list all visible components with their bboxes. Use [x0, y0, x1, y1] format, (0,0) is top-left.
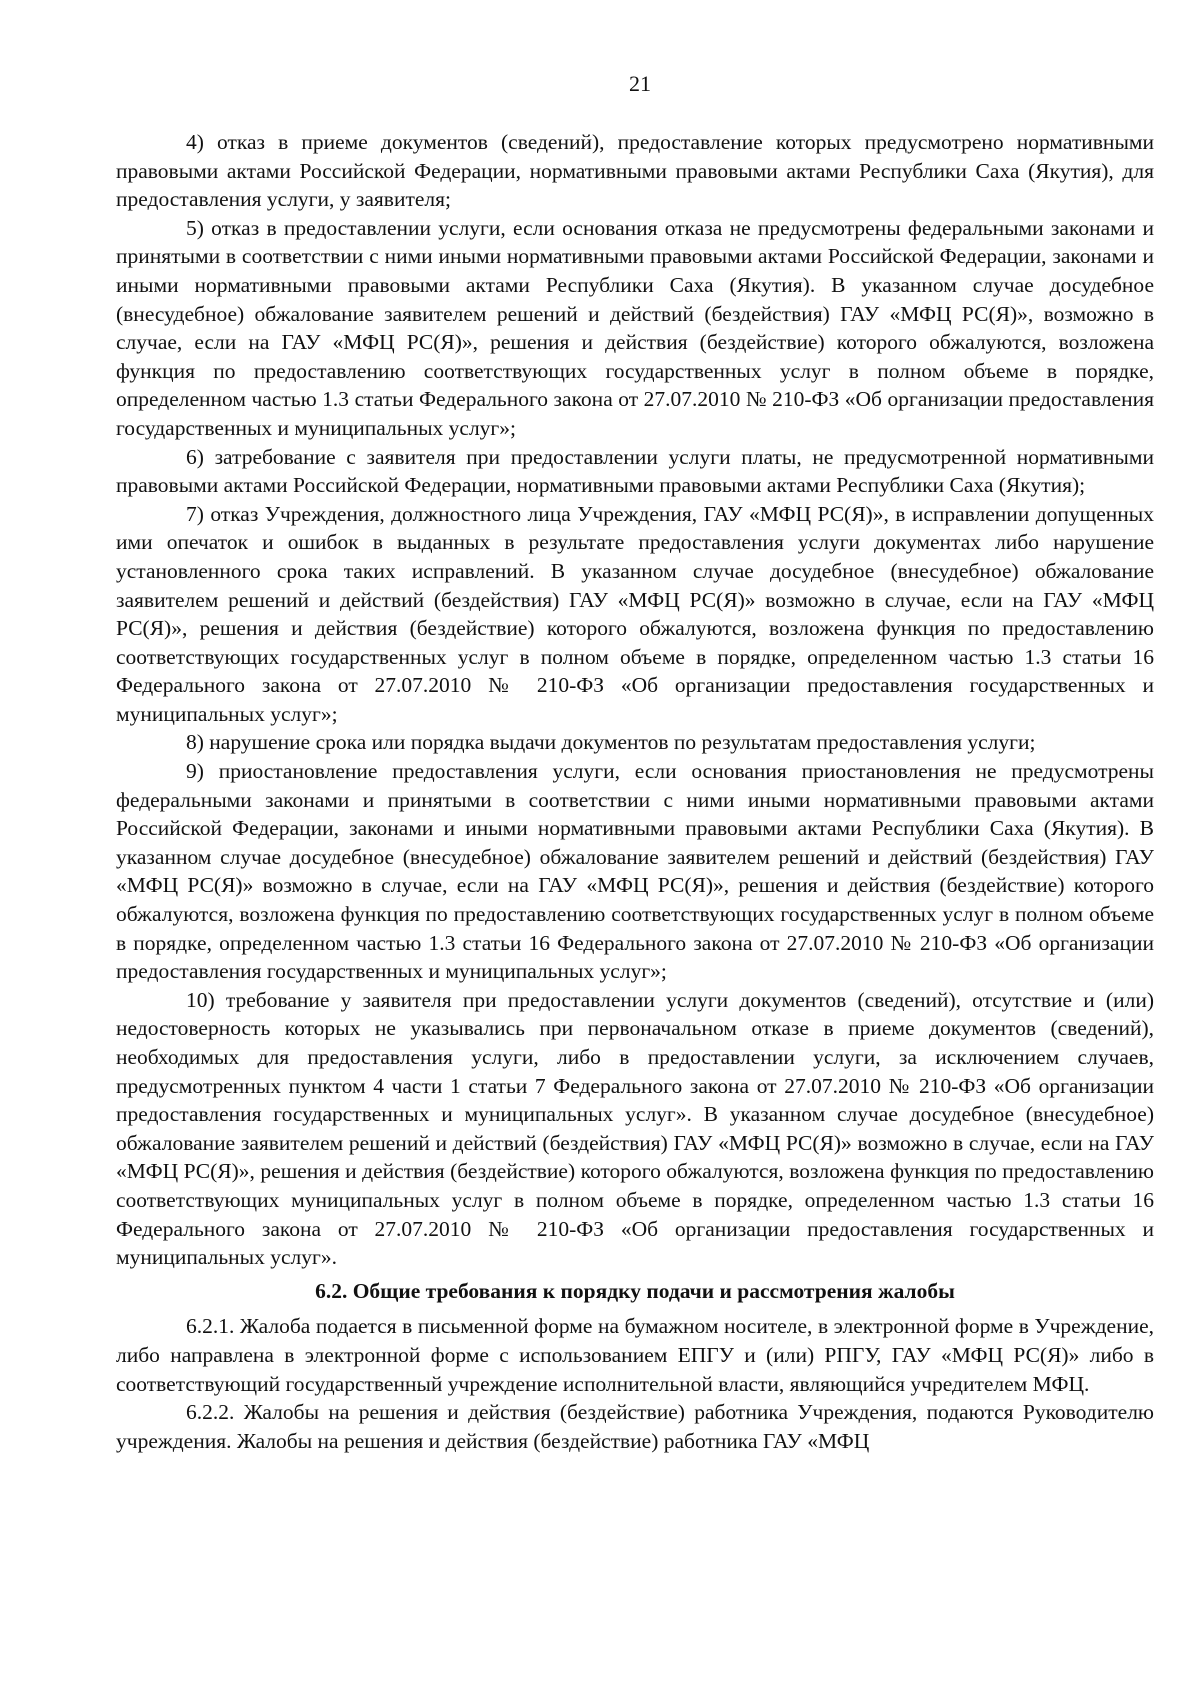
paragraph-6-2-2: 6.2.2. Жалобы на решения и действия (бездействие) работника Учреждения, подаются Руководителю учреждения. Жалобы на решения и действия (бездействие) работника ГАУ «МФЦ: [116, 1400, 1154, 1453]
paragraph-item-6: 6) затребование с заявителя при предоставлении услуги платы, не предусмотренной нормативными правовыми актами Российской Федерации, нормативными правовыми актами Республики Саха (Якутия);: [116, 444, 1154, 498]
paragraph-item-8: 8) нарушение срока или порядка выдачи документов по результатам предоставления услуги;: [186, 730, 1036, 755]
paragraph-item-9: 9) приостановление предоставления услуги, если основания приостановления не предусмотрены федеральными законами и принятыми в соответствии с ними иными нормативными правовыми актами Российской Федерации, законами и иными нормативными правовыми актами Республики Саха (Якутия). В указанном случае досудебное (внесудебное) обжалование заявителем решений и действий (бездействия) ГАУ «МФЦ РС(Я)» возможно в случае, если на ГАУ «МФЦ РС(Я)», решения и действия (бездействие) которого обжалуются, возложена функция по предоставлению соответствующих государственных услуг в полном объеме в порядке, определенном частью 1.3 статьи 16 Федерального закона от 27.07.2010 № 210-ФЗ «Об организации предоставления государственных и муниципальных услуг»;: [116, 759, 1154, 984]
paragraph-item-10: 10) требование у заявителя при предоставлении услуги документов (сведений), отсутствие и (или) недостоверность которых не указывались при первоначальном отказе в приеме документов (сведений), необходимых для предоставления услуги, либо в предоставлении услуги, за исключением случаев, предусмотренных пунктом 4 части 1 статьи 7 Федерального закона от 27.07.2010 № 210-ФЗ «Об организации предоставления государственных и муниципальных услуг». В указанном случае досудебное (внесудебное) обжалование заявителем решений и действий (бездействия) ГАУ «МФЦ РС(Я)» возможно в случае, если на ГАУ «МФЦ РС(Я)», решения и действия (бездействие) которого обжалуются, возложена функция по предоставлению соответствующих муниципальных услуг в полном объеме в порядке, определенном частью 1.3 статьи 16 Федерального закона от 27.07.2010 № 210-ФЗ «Об организации предоставления государственных и муниципальных услуг».: [116, 987, 1154, 1270]
page-number: 21: [629, 71, 651, 96]
paragraph-item-4: 4) отказ в приеме документов (сведений), предоставление которых предусмотрено нормативными правовыми актами Российской Федерации, нормативными правовыми актами Республики Саха (Якутия), для предоставления услуги, у заявителя;: [116, 130, 1154, 212]
document-page: [116, 70, 1154, 1455]
paragraph-item-5: 5) отказ в предоставлении услуги, если основания отказа не предусмотрены федеральными законами и принятыми в соответствии с ними иными нормативными правовыми актами Российской Федерации, законами и иными нормативными правовыми актами Республики Саха (Якутия). В указанном случае досудебное (внесудебное) обжалование заявителем решений и действий (бездействия) ГАУ «МФЦ РС(Я)», возможно в случае, если на ГАУ «МФЦ РС(Я)», решения и действия (бездействие) которого обжалуются, возложена функция по предоставлению соответствующих государственных услуг в полном объеме в порядке, определенном частью 1.3 статьи Федерального закона от 27.07.2010 № 210-ФЗ «Об организации предоставления государственных и муниципальных услуг»;: [116, 215, 1154, 440]
section-heading: 6.2. Общие требования к порядку подачи и рассмотрения жалобы: [315, 1278, 955, 1303]
paragraph-6-2-1: 6.2.1. Жалоба подается в письменной форме на бумажном носителе, в электронной форме в Учреждение, либо направлена в электронной форме с использованием ЕПГУ и (или) РПГУ, ГАУ «МФЦ РС(Я)» либо в соответствующий государственный учреждение исполнительной власти, являющийся учредителем МФЦ.: [116, 1314, 1154, 1396]
paragraph-item-7: 7) отказ Учреждения, должностного лица Учреждения, ГАУ «МФЦ РС(Я)», в исправлении допущенных ими опечаток и ошибок в выданных в результате предоставления услуги документах либо нарушение установленного срока таких исправлений. В указанном случае досудебное (внесудебное) обжалование заявителем решений и действий (бездействия) ГАУ «МФЦ РС(Я)» возможно в случае, если на ГАУ «МФЦ РС(Я)», решения и действия (бездействие) которого обжалуются, возложена функция по предоставлению соответствующих государственных услуг в полном объеме в порядке, определенном частью 1.3 статьи 16 Федерального закона от 27.07.2010 № 210-ФЗ «Об организации предоставления государственных и муниципальных услуг»;: [116, 501, 1154, 726]
